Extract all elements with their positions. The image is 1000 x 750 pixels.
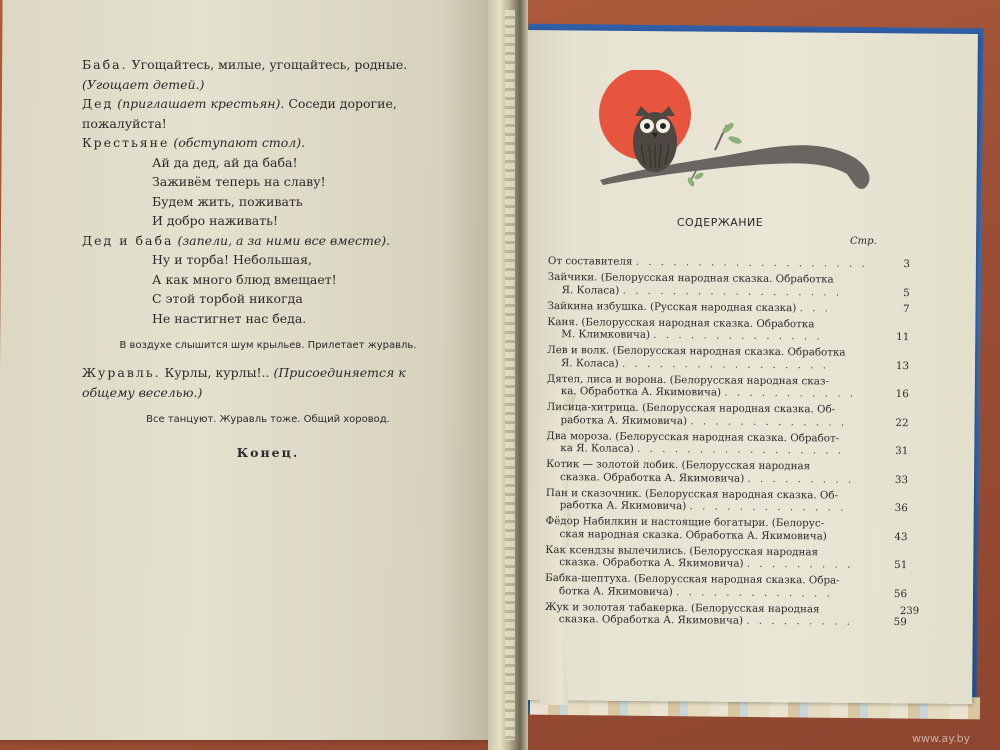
toc-entry: Бабка-шептуха. (Белорусская народная сказка. Обра- ботка А. Якимовича) . . . . . . . . . . . . . 56 <box>545 571 908 600</box>
toc-entry-title-cont: Я. Коласа) <box>561 356 619 370</box>
toc-entry: Котик — золотой лобик. (Белорусская народная сказка. Обработка А. Якимовича) . . . . . . . . . 33 <box>546 457 909 486</box>
toc-title: СОДЕРЖАНИЕ <box>676 216 764 229</box>
toc-page-number: 31 <box>895 445 909 458</box>
watermark: www.ay.by <box>912 732 971 745</box>
spine-binding <box>505 10 515 740</box>
verse-line: Будем жить, поживать <box>152 193 303 209</box>
stage-direction: (запели, а за ними все вместе). <box>173 232 391 248</box>
verse-line: Ну и торба! Небольшая, <box>152 252 312 267</box>
owl-icon <box>633 106 677 172</box>
toc-entry-title-cont: работка А. Якимовича) <box>559 499 687 513</box>
toc-entry: Два мороза. (Белорусская народная сказка. Обработ- ка Я. Коласа) . . . . . . . . . . . . . . . . . 31 <box>546 429 909 458</box>
speaker: Журавль. <box>82 365 161 380</box>
line-text: . Соседи дорогие, пожалуйста! <box>82 96 397 131</box>
stage-note: В воздухе слышится шум крыльев. Прилетает журавль. <box>119 340 417 351</box>
toc-entry-title: Жук и золотая табакерка. (Белорусская народная <box>544 600 820 615</box>
toc-entry-title: От составителя <box>547 255 633 268</box>
toc-entry-title: Пан и сказочник. (Белорусская народная сказка. Об- <box>545 486 839 502</box>
toc-page-number: 33 <box>894 473 909 486</box>
toc-entry-title-cont: М. Климковича) <box>561 328 651 341</box>
toc-page-number: 36 <box>894 502 908 515</box>
toc-entry: Дятел, лиса и ворона. (Белорусская народная сказ- ка. Обработка А. Якимовича) . . . . . . . . . . . 16 <box>546 372 909 401</box>
toc-entry-title-cont: сказка. Обработка А. Якимовича) <box>558 613 744 627</box>
toc-entry: Пан и сказочник. (Белорусская народная сказка. Об- работка А. Якимовича) . . . . . . . . . . . . . 36 <box>545 486 908 515</box>
toc-entry: Как ксендзы вылечились. (Белорусская народная сказка. Обработка А. Якимовича) . . . . . . . . . 51 <box>545 543 908 572</box>
toc-entry-title: Лев и волк. (Белорусская народная сказка. Обработка <box>547 343 846 359</box>
toc-entry-title: Котик — золотой лобик. (Белорусская народная <box>546 457 811 473</box>
toc-entry-title-cont: Я. Коласа) <box>561 283 620 297</box>
toc-entry-title: Как ксендзы вылечились. (Белорусская народная <box>545 543 819 558</box>
line-text: Курлы, курлы!.. <box>160 365 270 380</box>
toc-page-number: 59 <box>893 616 907 629</box>
toc-entry: Лев и волк. (Белорусская народная сказка. Обработка Я. Коласа) . . . . . . . . . . . . . . . . . 13 <box>547 343 910 372</box>
play-text <box>82 55 454 463</box>
end-title: Конец. <box>236 445 300 460</box>
toc-entry: Каня. (Белорусская народная сказка. Обработка М. Климковича) . . . . . . . . . . . . . . 11 <box>547 315 910 344</box>
toc-page-number: 13 <box>895 359 910 372</box>
table-of-contents <box>545 255 910 632</box>
toc-entry: Зайкина избушка. (Русская народная сказка) . . . 7 <box>547 299 910 315</box>
toc-entry-title: Зайкина избушка. (Русская народная сказка) <box>547 299 797 314</box>
toc-entry-title: Зайчики. (Белорусская народная сказка. Обработка <box>547 270 834 286</box>
stage-note: Все танцуют. Журавль тоже. Общий хоровод. <box>146 414 390 425</box>
toc-page-number: 22 <box>895 416 909 429</box>
toc-entry-title-cont: ботка А. Якимовича) <box>559 584 673 598</box>
speaker: Баба. <box>82 57 128 72</box>
page-number: 239 <box>900 606 920 617</box>
verse-line: Не настигнет нас беда. <box>152 310 307 326</box>
toc-page-number: 43 <box>894 530 908 543</box>
toc-entry-title-cont: сказка. Обработка А. Якимовича) <box>559 556 744 570</box>
line-text: Угощайтесь, милые, угощайтесь, родные. <box>127 57 408 72</box>
toc-entry-title: Дятел, лиса и ворона. (Белорусская народная сказ- <box>546 372 830 387</box>
toc-page-number: 3 <box>903 258 910 271</box>
stage-direction: (Присоединяется к общему веселью.) <box>82 365 406 400</box>
verse-line: Ай да дед, ай да баба! <box>152 154 298 170</box>
toc-entry-title-cont: сказка. Обработка А. Якимовича) <box>560 470 745 485</box>
toc-page-number: 5 <box>903 286 910 299</box>
toc-entry-title: Каня. (Белорусская народная сказка. Обработка <box>547 315 815 330</box>
speaker: Дед и баба <box>82 232 174 248</box>
verse-line: Заживём теперь на славу! <box>152 174 326 189</box>
toc-page-number: 51 <box>894 559 908 572</box>
toc-entry-title: Бабка-шептуха. (Белорусская народная сказка. Обра- <box>545 571 840 587</box>
toc-pages-header: Стр. <box>850 236 877 247</box>
owl-illustration <box>595 70 885 200</box>
toc-entry: От составителя . . . . . . . . . . . . . . . . . . . 3 <box>547 255 910 271</box>
toc-page-number: 11 <box>896 331 910 344</box>
verse-line: И добро наживать! <box>152 213 278 228</box>
toc-entry: Жук и золотая табакерка. (Белорусская народная сказка. Обработка А. Якимовича) . . . . . . . . . 59 <box>544 600 907 629</box>
verse-line: С этой торбой никогда <box>152 291 303 306</box>
toc-page-number: 16 <box>895 388 909 401</box>
toc-page-number: 7 <box>902 302 910 315</box>
speaker: Крестьяне <box>82 135 170 150</box>
toc-entry-title-cont: работка А. Якимовича) <box>560 413 688 427</box>
speaker: Дед <box>82 96 114 111</box>
toc-entry <box>546 515 908 543</box>
toc-entry-title: Фёдор Набилкин и настоящие богатыри. (Белорус- <box>545 514 825 530</box>
stage-direction: (приглашает крестьян) <box>113 96 281 111</box>
stage-direction: (обступают стол). <box>169 135 306 150</box>
toc-entry-title-cont: ская народная сказка. Обработка А. Якимовича) <box>559 527 827 542</box>
toc-entry-title: Два мороза. (Белорусская народная сказка. Обработ- <box>546 429 840 445</box>
toc-entry-title: Лисица-хитрица. (Белорусская народная сказка. Об- <box>546 400 836 416</box>
toc-entry-title-cont: ка Я. Коласа) <box>560 442 634 455</box>
toc-page-number: 56 <box>893 587 908 600</box>
toc-entry: Зайчики. (Белорусская народная сказка. Обработка Я. Коласа) . . . . . . . . . . . . . . . . . . 5 <box>547 270 910 299</box>
verse-line: А как много блюд вмещает! <box>152 271 337 287</box>
stage-direction: (Угощает детей.) <box>82 76 205 92</box>
toc-entry-title-cont: ка. Обработка А. Якимовича) <box>560 385 722 399</box>
toc-entry: Лисица-хитрица. (Белорусская народная сказка. Об- работка А. Якимовича) . . . . . . . . . . . . . 22 <box>546 400 909 429</box>
